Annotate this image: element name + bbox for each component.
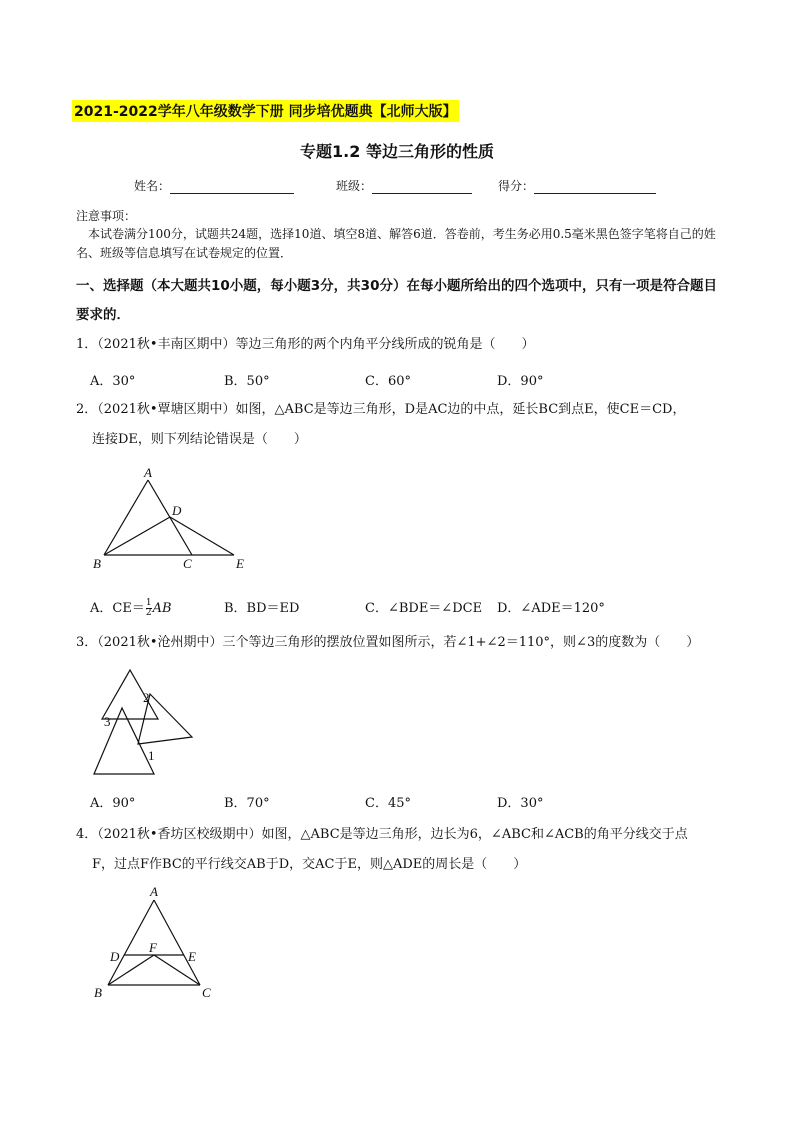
q2-segment-ab: [104, 480, 148, 555]
page-title: 专题1.2 等边三角形的性质: [300, 142, 494, 161]
q2-option-c[interactable]: C．∠BDE＝∠DCE: [365, 601, 483, 616]
question-3-text: 3．（2021秋•沧州期中）三个等边三角形的摆放位置如图所示，若∠1+∠2＝110°，则∠3的度数为（ ）: [76, 635, 700, 650]
q3-option-b[interactable]: B．70°: [224, 796, 270, 811]
q2-segment-bd: [104, 517, 170, 555]
notice-heading: 注意事项：: [76, 209, 137, 223]
class-blank[interactable]: [372, 181, 472, 194]
q2-option-a-suffix: AB: [152, 601, 172, 616]
q2-segment-de: [170, 517, 234, 555]
question-2-line1: 2．（2021秋•覃塘区期中）如图，△ABC是等边三角形，D是AC边的中点，延长BC到点E，使CE＝CD，: [76, 402, 686, 417]
q2-label-b: B: [93, 556, 101, 571]
q2-label-e: E: [236, 556, 244, 571]
question-4-line2: F，过点F作BC的平行线交AB于D，交AC于E，则△ADE的周长是（ ）: [92, 857, 527, 872]
q3-option-d[interactable]: D．30°: [497, 796, 544, 811]
name-label: 姓名：: [134, 179, 171, 193]
q4-label-c: C: [202, 985, 211, 1000]
q2-option-d[interactable]: D．∠ADE＝120°: [497, 601, 605, 616]
q1-option-a[interactable]: A．30°: [90, 374, 136, 389]
q4-label-a: A: [150, 884, 158, 899]
question-4-line1: 4．（2021秋•香坊区校级期中）如图，△ABC是等边三角形，边长为6，∠ABC和∠ACB的角平分线交于点: [76, 827, 688, 842]
q4-segment-ac: [154, 900, 200, 985]
q1-option-d[interactable]: D．90°: [497, 374, 544, 389]
q3-label-1: 1: [148, 748, 155, 763]
q4-label-b: B: [94, 985, 102, 1000]
class-label: 班级：: [336, 179, 373, 193]
q2-fraction-numerator: 1: [145, 598, 152, 608]
q3-option-c[interactable]: C．45°: [365, 796, 411, 811]
q2-label-a: A: [144, 465, 152, 480]
q4-label-f: F: [149, 940, 157, 955]
q2-figure: [88, 462, 256, 574]
q2-option-a-prefix: A．CE＝: [90, 601, 145, 616]
question-1-text: 1．（2021秋•丰南区期中）等边三角形的两个内角平分线所成的锐角是（ ）: [76, 337, 535, 352]
series-banner: 2021-2022学年八年级数学下册 同步培优题典【北师大版】: [72, 100, 459, 122]
name-blank[interactable]: [170, 181, 294, 194]
q1-option-b[interactable]: B．50°: [224, 374, 270, 389]
q2-option-a[interactable]: [90, 597, 172, 618]
q1-option-c[interactable]: C．60°: [365, 374, 411, 389]
score-blank[interactable]: [534, 181, 656, 194]
section-heading: 一、选择题（本大题共10小题，每小题3分，共30分）在每小题所给出的四个选项中，只有一项是符合题目要求的．: [76, 278, 717, 323]
q3-option-a[interactable]: A．90°: [90, 796, 136, 811]
q2-fraction-denominator: 2: [145, 608, 152, 618]
q2-label-d: D: [172, 503, 182, 518]
q4-label-d: D: [110, 949, 120, 964]
q3-label-2: 2: [143, 690, 150, 705]
score-label: 得分：: [498, 179, 535, 193]
score-field[interactable]: [498, 177, 656, 194]
q4-segment-ab: [108, 900, 154, 985]
class-field[interactable]: [336, 177, 472, 194]
q3-figure: [88, 664, 200, 776]
q3-label-3: 3: [104, 714, 111, 729]
question-2-line2: 连接DE，则下列结论错误是（ ）: [92, 432, 307, 447]
q2-label-c: C: [183, 556, 192, 571]
name-field[interactable]: [134, 177, 294, 194]
q4-label-e: E: [188, 949, 196, 964]
notice-text: 本试卷满分100分，试题共24题，选择10道、填空8道、解答6道．答卷前，考生务必用0.5毫米黑色签字笔将自己的姓名、班级等信息填写在试卷规定的位置．: [76, 227, 716, 260]
q4-figure: [88, 882, 218, 1002]
q2-option-b[interactable]: B．BD＝ED: [224, 601, 300, 616]
